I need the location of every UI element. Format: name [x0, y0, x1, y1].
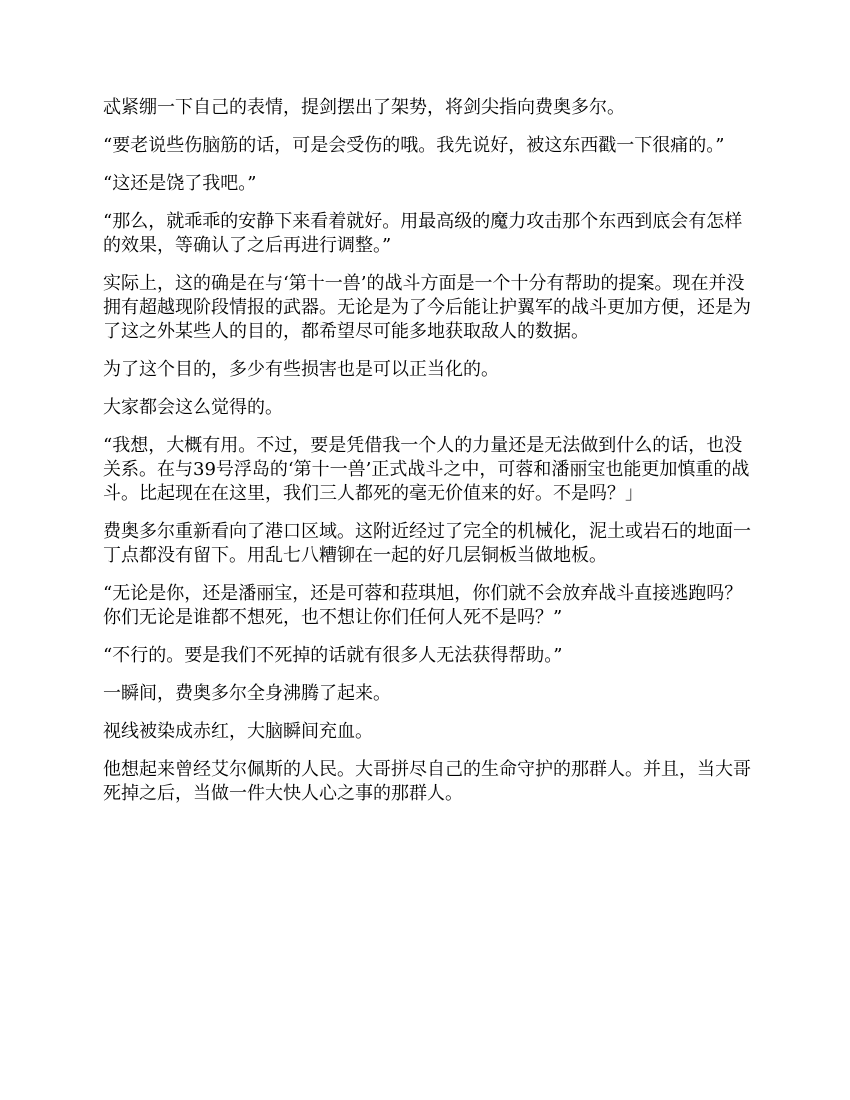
paragraph: “要老说些伤脑筋的话，可是会受伤的哦。我先说好，被这东西戳一下很痛的。” — [103, 135, 725, 156]
paragraph: “不行的。要是我们不死掉的话就有很多人无法获得帮助。” — [103, 645, 563, 666]
paragraph: 费奥多尔重新看向了港口区域。这附近经过了完全的机械化，泥土或岩石的地面一丁点都没有留下。用乱七八糟铆在一起的好几层铜板当做地板。 — [103, 521, 751, 566]
paragraph: 为了这个目的，多少有些损害也是可以正当化的。 — [103, 359, 499, 380]
paragraph: “这还是饶了我吧。” — [103, 173, 257, 194]
paragraph: 一瞬间，费奥多尔全身沸腾了起来。 — [103, 683, 391, 704]
paragraph: 大家都会这么觉得的。 — [103, 397, 283, 418]
document-page — [103, 96, 753, 820]
paragraph: “那么，就乖乖的安静下来看着就好。用最高级的魔力攻击那个东西到底会有怎样的效果，等确认了之后再进行调整。” — [103, 211, 743, 256]
paragraph: “我想，大概有用。不过，要是凭借我一个人的力量还是无法做到什么的话，也没关系。在与39号浮岛的‘第十一兽’正式战斗之中，可蓉和潘丽宝也能更加慎重的战斗。比起现在在这里，我们三人都死的毫无价值来的好。不是吗？」 — [103, 435, 750, 504]
paragraph: 他想起来曾经艾尔佩斯的人民。大哥拼尽自己的生命守护的那群人。并且，当大哥死掉之后，当做一件大快人心之事的那群人。 — [103, 759, 751, 804]
paragraph: 视线被染成赤红，大脑瞬间充血。 — [103, 721, 373, 742]
paragraph: 忒紧绷一下自己的表情，提剑摆出了架势，将剑尖指向费奥多尔。 — [103, 97, 625, 118]
paragraph: 实际上，这的确是在与‘第十一兽’的战斗方面是一个十分有帮助的提案。现在并没拥有超越现阶段情报的武器。无论是为了今后能让护翼军的战斗更加方便，还是为了这之外某些人的目的，都希望尽可能多地获取敌人的数据。 — [103, 273, 751, 342]
paragraph: “无论是你，还是潘丽宝，还是可蓉和菈琪旭，你们就不会放弃战斗直接逃跑吗？你们无论是谁都不想死，也不想让你们任何人死不是吗？” — [103, 583, 743, 628]
